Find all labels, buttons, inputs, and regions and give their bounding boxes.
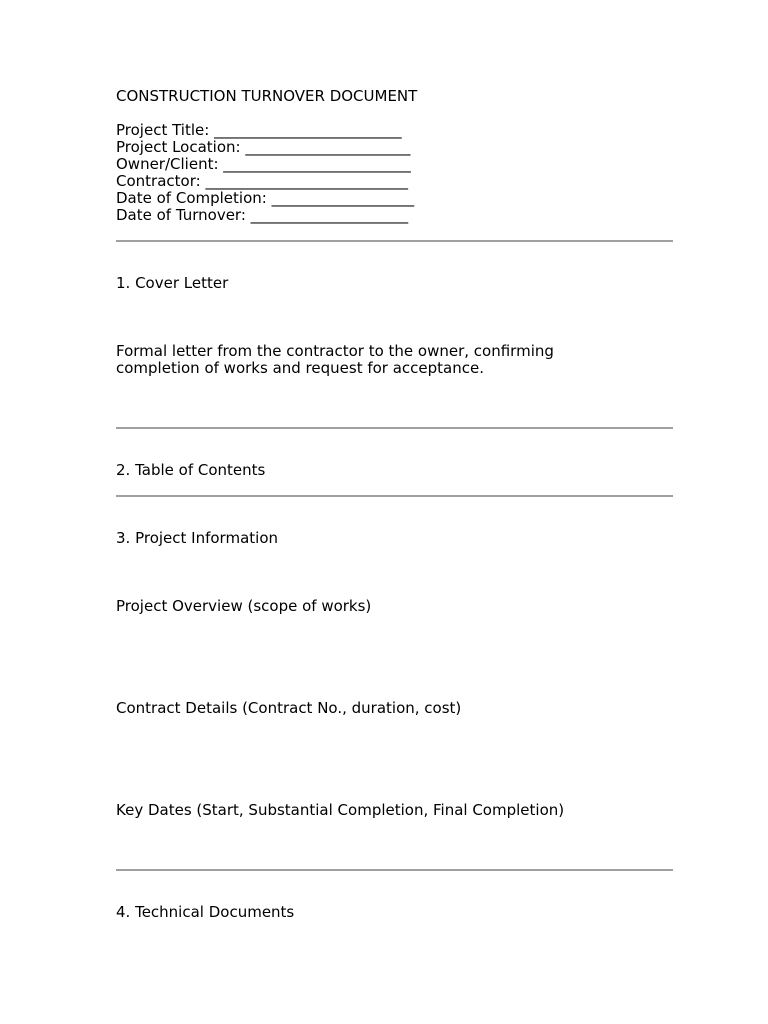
field-label: Contractor:: [116, 172, 201, 190]
section-divider: [116, 427, 673, 429]
contract-details-item: Contract Details (Contract No., duration, cost): [116, 699, 462, 717]
section-heading-cover-letter: 1. Cover Letter: [116, 274, 229, 292]
field-label: Date of Turnover:: [116, 206, 246, 224]
date-of-turnover-field: [116, 207, 408, 224]
section-divider: [116, 240, 673, 242]
field-label: Project Location:: [116, 138, 241, 156]
contractor-field: [116, 173, 408, 190]
field-blank: _____________________: [250, 206, 409, 224]
owner-client-field: [116, 156, 411, 173]
date-of-completion-field: [116, 190, 414, 207]
field-blank: ___________________________: [205, 172, 408, 190]
field-label: Date of Completion:: [116, 189, 267, 207]
section-heading-technical-documents: 4. Technical Documents: [116, 903, 295, 921]
section-heading-table-of-contents: 2. Table of Contents: [116, 461, 266, 479]
section-divider: [116, 869, 673, 871]
field-blank: _________________________: [223, 155, 411, 173]
project-overview-item: Project Overview (scope of works): [116, 597, 372, 615]
section-heading-project-information: 3. Project Information: [116, 529, 278, 547]
field-blank: _________________________: [214, 121, 402, 139]
section-divider: [116, 495, 673, 497]
field-blank: ___________________: [271, 189, 415, 207]
cover-letter-description: Formal letter from the contractor to the owner, confirming completion of works and request for acceptance.: [116, 342, 554, 377]
field-label: Owner/Client:: [116, 155, 219, 173]
document-title: CONSTRUCTION TURNOVER DOCUMENT: [116, 87, 418, 105]
field-blank: ______________________: [245, 138, 411, 156]
field-label: Project Title:: [116, 121, 210, 139]
project-title-field: [116, 122, 402, 139]
project-location-field: [116, 139, 410, 156]
key-dates-item: Key Dates (Start, Substantial Completion, Final Completion): [116, 801, 565, 819]
